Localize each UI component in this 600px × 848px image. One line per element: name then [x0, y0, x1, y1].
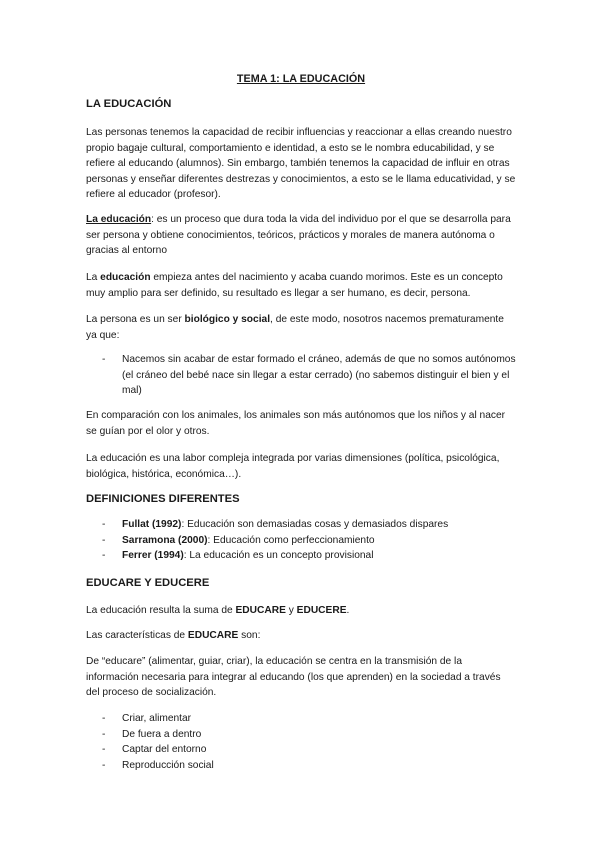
text-fragment: Las características de: [86, 630, 188, 641]
list-item-text: Captar del entorno: [122, 744, 207, 755]
dash-bullet: -: [102, 728, 106, 740]
paragraph-educare-definicion: De “educare” (alimentar, guiar, criar), la educación se centra en la transmisión de la información necesaria para integrar al educando (los que aprenden) en la sociedad a través del proceso de socialización.: [86, 656, 501, 698]
text-fragment: y: [285, 605, 297, 616]
list-item-text: Criar, alimentar: [122, 713, 192, 724]
paragraph-biologico-social: [86, 312, 516, 343]
definition-text: : es un proceso que dura toda la vida del individuo por el que se desarrolla para ser persona y obtiene conocimientos, teóricos, prácticos y morales de manera autónoma o gracias al entorno: [86, 214, 511, 256]
paragraph-nacimiento: [86, 270, 516, 301]
author-year: Ferrer (1994): [122, 550, 184, 561]
text-fragment: La educación resulta la suma de: [86, 605, 236, 616]
text-fragment: La: [86, 272, 101, 283]
paragraph-animales: En comparación con los animales, los animales son más autónomos que los niños y al nacer se guían por el olor y otros.: [86, 410, 506, 437]
section-heading-educare-educere: EDUCARE Y EDUCERE: [86, 577, 210, 589]
dash-bullet: -: [102, 534, 106, 546]
text-fragment: La persona es un ser: [86, 314, 185, 325]
term-la-educacion: La educación: [86, 214, 152, 225]
educare-list: [86, 711, 516, 773]
list-item: [86, 533, 516, 549]
text-fragment: , de este modo, nosotros nacemos prematuramente ya que:: [86, 314, 504, 341]
section-heading-definiciones: DEFINICIONES DIFERENTES: [86, 493, 240, 505]
paragraph-educabilidad: Las personas tenemos la capacidad de recibir influencias y reaccionar a ellas creando nuestro propio bagaje cultural, comportamiento e identidad, a esto se le nombra educabilidad, y se refiere al educando (alumnos). Sin embargo, también tenemos la capacidad de influir en otras personas y enseñar diferentes destrezas y conocimientos, a esto se le llama educatividad, y se refiere al educador (profesor).: [86, 127, 516, 200]
definition-text: : Educación como perfeccionamiento: [207, 534, 375, 546]
dash-bullet: -: [102, 550, 106, 561]
term-educare: EDUCARE: [235, 605, 286, 616]
text-fragment: empieza antes del nacimiento y acaba cuando morimos. Este es un concepto muy amplio para ser definido, su resultado es llegar a ser humano, es decir, persona.: [86, 272, 503, 299]
list-item-text: Reproducción social: [122, 759, 214, 771]
list-item: [86, 727, 516, 743]
paragraph-caracteristicas: [86, 628, 516, 644]
text-fragment: son:: [238, 630, 261, 641]
term-educacion: educación: [100, 272, 151, 283]
definition-text: : La educación es un concepto provisional: [183, 550, 374, 561]
dash-bullet: -: [102, 759, 106, 771]
paragraph-suma: [86, 603, 516, 619]
term-educere: EDUCERE: [296, 605, 347, 616]
document-title: TEMA 1: LA EDUCACIÓN: [236, 73, 366, 85]
author-year: Sarramona (2000): [122, 534, 208, 546]
text-fragment: .: [346, 605, 350, 616]
definitions-list: [86, 517, 516, 564]
list-item: [86, 352, 516, 399]
list-item: [86, 758, 516, 774]
list-item: [86, 711, 516, 727]
premature-birth-list: [86, 352, 516, 399]
dash-bullet: -: [102, 519, 106, 530]
paragraph-definicion-educacion: [86, 212, 516, 259]
list-item-text: Nacemos sin acabar de estar formado el cráneo, además de que no somos autónomos (el cráneo del bebé nace sin llegar a estar cerrado) (no sabemos distinguir el bien y el mal): [122, 354, 516, 396]
list-item-text: De fuera a dentro: [122, 728, 202, 740]
list-item: [86, 517, 516, 533]
definition-text: : Educación son demasiadas cosas y demasiados dispares: [181, 519, 449, 530]
term-biologico-social: biológico y social: [184, 314, 271, 325]
section-heading-la-educacion: LA EDUCACIÓN: [86, 98, 172, 110]
list-item: [86, 742, 516, 758]
paragraph-dimensiones: La educación es una labor compleja integrada por varias dimensiones (política, psicológica, biológica, histórica, económica…).: [86, 453, 500, 480]
dash-bullet: -: [102, 744, 106, 755]
list-item: [86, 548, 516, 564]
term-educare: EDUCARE: [187, 630, 239, 641]
author-year: Fullat (1992): [122, 519, 182, 530]
dash-bullet: -: [102, 713, 106, 724]
dash-bullet: -: [102, 354, 106, 365]
